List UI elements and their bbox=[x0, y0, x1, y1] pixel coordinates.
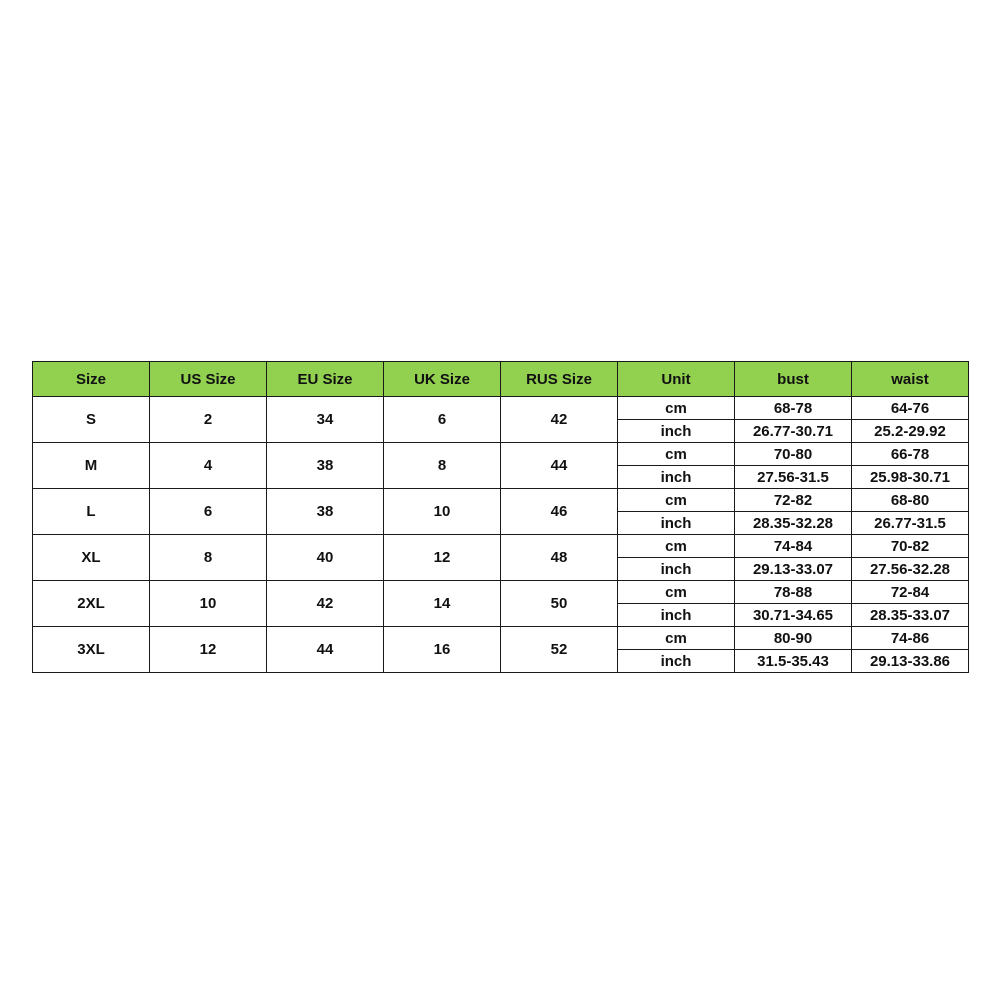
size-cell: 2XL bbox=[33, 581, 150, 627]
header-rus-size: RUS Size bbox=[501, 362, 618, 397]
waist-cell: 66-78 bbox=[852, 443, 969, 466]
rus-size-cell: 42 bbox=[501, 397, 618, 443]
bust-cell: 27.56-31.5 bbox=[735, 466, 852, 489]
bust-cell: 72-82 bbox=[735, 489, 852, 512]
header-eu-size: EU Size bbox=[267, 362, 384, 397]
eu-size-cell: 42 bbox=[267, 581, 384, 627]
size-cell: XL bbox=[33, 535, 150, 581]
waist-cell: 28.35-33.07 bbox=[852, 604, 969, 627]
table-row bbox=[33, 581, 969, 604]
size-chart-table bbox=[32, 361, 969, 673]
header-uk-size: UK Size bbox=[384, 362, 501, 397]
us-size-cell: 2 bbox=[150, 397, 267, 443]
unit-cell: inch bbox=[618, 420, 735, 443]
bust-cell: 80-90 bbox=[735, 627, 852, 650]
unit-cell: cm bbox=[618, 397, 735, 420]
unit-cell: cm bbox=[618, 581, 735, 604]
table-row bbox=[33, 443, 969, 466]
waist-cell: 68-80 bbox=[852, 489, 969, 512]
us-size-cell: 8 bbox=[150, 535, 267, 581]
uk-size-cell: 6 bbox=[384, 397, 501, 443]
table-row bbox=[33, 627, 969, 650]
bust-cell: 29.13-33.07 bbox=[735, 558, 852, 581]
waist-cell: 27.56-32.28 bbox=[852, 558, 969, 581]
size-cell: S bbox=[33, 397, 150, 443]
bust-cell: 28.35-32.28 bbox=[735, 512, 852, 535]
bust-cell: 30.71-34.65 bbox=[735, 604, 852, 627]
rus-size-cell: 46 bbox=[501, 489, 618, 535]
unit-cell: inch bbox=[618, 650, 735, 673]
size-cell: L bbox=[33, 489, 150, 535]
uk-size-cell: 10 bbox=[384, 489, 501, 535]
size-cell: 3XL bbox=[33, 627, 150, 673]
bust-cell: 68-78 bbox=[735, 397, 852, 420]
waist-cell: 64-76 bbox=[852, 397, 969, 420]
waist-cell: 25.98-30.71 bbox=[852, 466, 969, 489]
eu-size-cell: 40 bbox=[267, 535, 384, 581]
unit-cell: cm bbox=[618, 627, 735, 650]
header-us-size: US Size bbox=[150, 362, 267, 397]
bust-cell: 74-84 bbox=[735, 535, 852, 558]
eu-size-cell: 34 bbox=[267, 397, 384, 443]
header-unit: Unit bbox=[618, 362, 735, 397]
bust-cell: 31.5-35.43 bbox=[735, 650, 852, 673]
size-cell: M bbox=[33, 443, 150, 489]
uk-size-cell: 8 bbox=[384, 443, 501, 489]
waist-cell: 26.77-31.5 bbox=[852, 512, 969, 535]
waist-cell: 25.2-29.92 bbox=[852, 420, 969, 443]
us-size-cell: 6 bbox=[150, 489, 267, 535]
unit-cell: inch bbox=[618, 558, 735, 581]
uk-size-cell: 14 bbox=[384, 581, 501, 627]
waist-cell: 74-86 bbox=[852, 627, 969, 650]
rus-size-cell: 50 bbox=[501, 581, 618, 627]
table-row bbox=[33, 535, 969, 558]
waist-cell: 72-84 bbox=[852, 581, 969, 604]
eu-size-cell: 38 bbox=[267, 443, 384, 489]
unit-cell: cm bbox=[618, 535, 735, 558]
eu-size-cell: 38 bbox=[267, 489, 384, 535]
waist-cell: 70-82 bbox=[852, 535, 969, 558]
us-size-cell: 12 bbox=[150, 627, 267, 673]
unit-cell: inch bbox=[618, 512, 735, 535]
us-size-cell: 10 bbox=[150, 581, 267, 627]
bust-cell: 78-88 bbox=[735, 581, 852, 604]
table-row bbox=[33, 397, 969, 420]
unit-cell: cm bbox=[618, 443, 735, 466]
rus-size-cell: 52 bbox=[501, 627, 618, 673]
waist-cell: 29.13-33.86 bbox=[852, 650, 969, 673]
eu-size-cell: 44 bbox=[267, 627, 384, 673]
rus-size-cell: 44 bbox=[501, 443, 618, 489]
uk-size-cell: 16 bbox=[384, 627, 501, 673]
header-row bbox=[33, 362, 969, 397]
unit-cell: inch bbox=[618, 604, 735, 627]
bust-cell: 26.77-30.71 bbox=[735, 420, 852, 443]
header-waist: waist bbox=[852, 362, 969, 397]
uk-size-cell: 12 bbox=[384, 535, 501, 581]
rus-size-cell: 48 bbox=[501, 535, 618, 581]
table-row bbox=[33, 489, 969, 512]
us-size-cell: 4 bbox=[150, 443, 267, 489]
header-bust: bust bbox=[735, 362, 852, 397]
unit-cell: inch bbox=[618, 466, 735, 489]
unit-cell: cm bbox=[618, 489, 735, 512]
header-size: Size bbox=[33, 362, 150, 397]
bust-cell: 70-80 bbox=[735, 443, 852, 466]
